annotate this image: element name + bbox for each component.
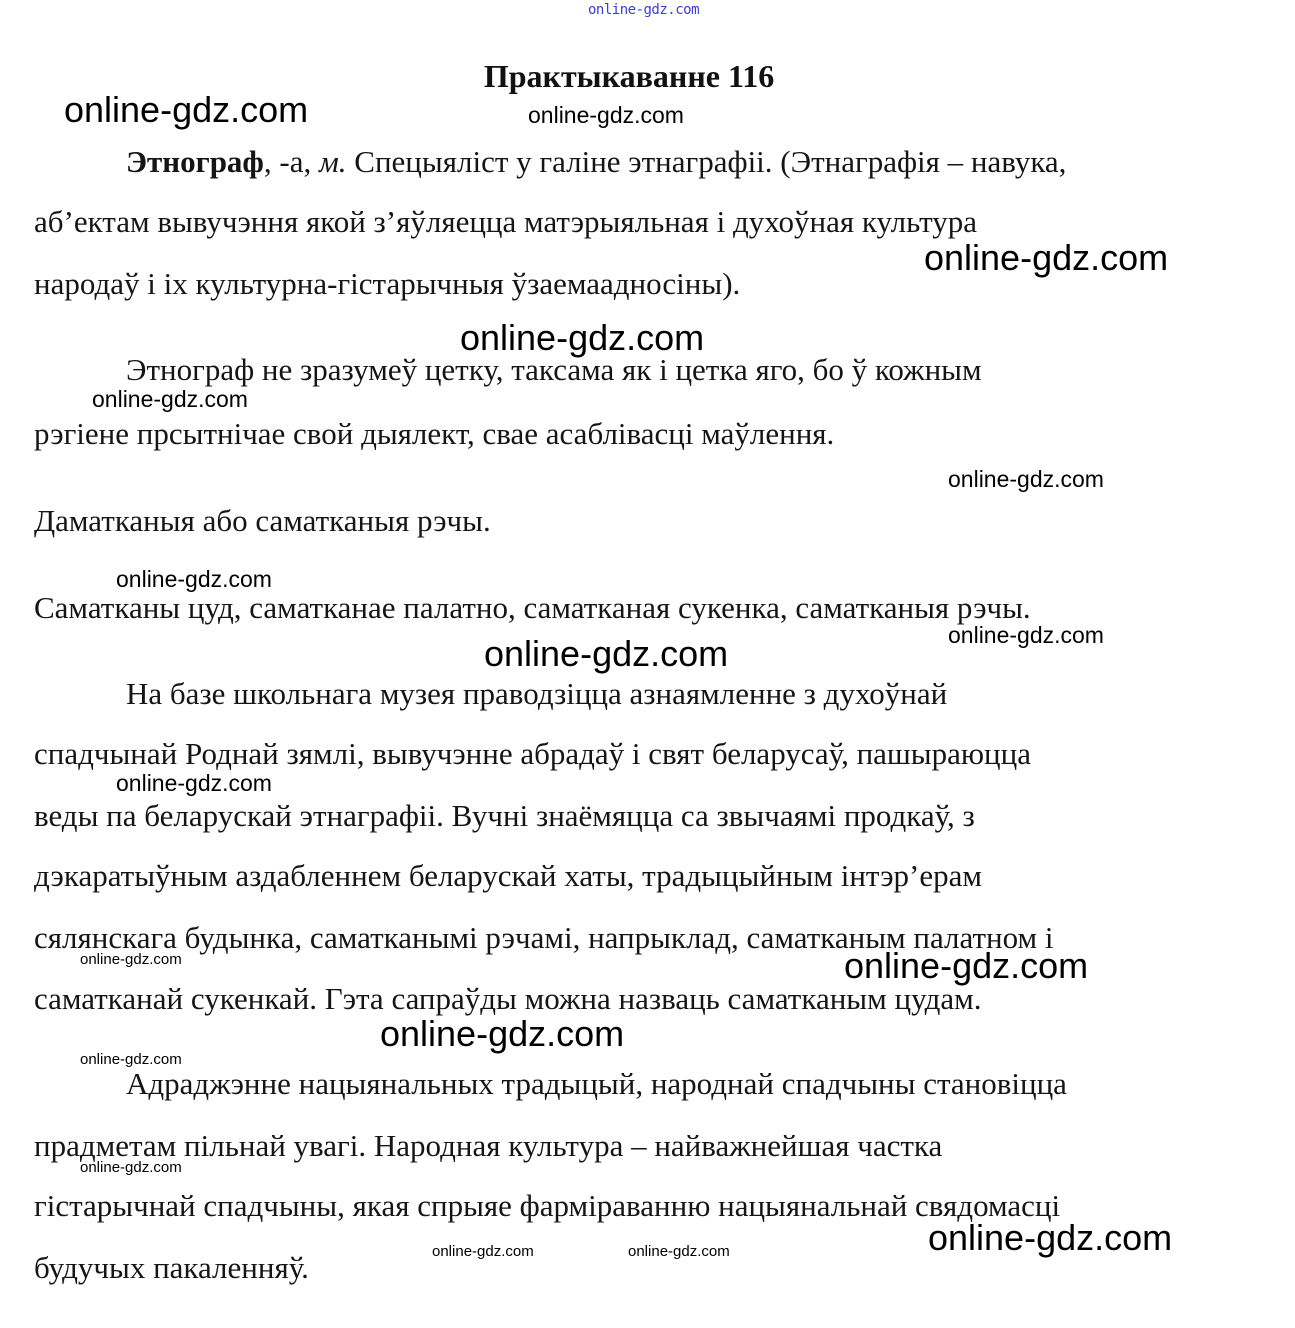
paragraph-1-line-2: рэгіене прсытнічае свой дыялект, свае асаблівасці маўлення.: [34, 416, 835, 451]
top-watermark: online-gdz.com: [588, 2, 700, 18]
definition-line-3: народаў і іх культурна-гістарычныя ўзаемаадносіны).: [34, 266, 741, 301]
watermark: online-gdz.com: [432, 1243, 534, 1260]
watermark: online-gdz.com: [80, 951, 182, 968]
watermark: online-gdz.com: [80, 1159, 182, 1176]
watermark: online-gdz.com: [380, 1013, 625, 1054]
definition-term: Этнограф: [126, 144, 264, 179]
phrase-1: Даматканыя або саматканыя рэчы.: [34, 503, 491, 538]
watermark: online-gdz.com: [928, 1217, 1173, 1258]
watermark: online-gdz.com: [628, 1243, 730, 1260]
paragraph-2-line-4: дэкаратыўным аздабленнем беларускай хаты, традыцыйным інтэр’ерам: [34, 858, 983, 893]
watermark: online-gdz.com: [64, 89, 309, 130]
watermark: online-gdz.com: [460, 317, 705, 358]
watermark: online-gdz.com: [116, 770, 272, 796]
paragraph-2-line-2: спадчынай Роднай зямлі, вывучэнне абрадаў і свят беларусаў, пашыраюцца: [34, 736, 1031, 771]
watermark: online-gdz.com: [92, 386, 248, 412]
page-title: Практыкаванне 116: [483, 58, 775, 94]
watermark: online-gdz.com: [484, 633, 729, 674]
paragraph-2-line-1: На базе школьнага музея праводзіцца азнаямленне з духоўнай: [126, 676, 948, 711]
paragraph-3-line-3: гістарычнай спадчыны, якая спрыяе фарміраванню нацыянальнай свядомасці: [34, 1188, 1061, 1223]
watermark: online-gdz.com: [948, 622, 1104, 648]
watermark: online-gdz.com: [116, 566, 272, 592]
definition-gender: м.: [318, 144, 347, 179]
watermark: online-gdz.com: [924, 237, 1169, 278]
paragraph-1-line-1: Этнограф не зразумеў цетку, таксама як і цетка яго, бо ў кожным: [126, 352, 982, 387]
paragraph-3-line-2: прадметам пільнай увагі. Народная культура – найважнейшая частка: [34, 1128, 943, 1163]
phrase-2: Саматканы цуд, саматканае палатно, саматканая сукенка, саматканыя рэчы.: [34, 590, 1031, 625]
paragraph-3-line-1: Адраджэнне нацыянальных традыцый, народнай спадчыны становіцца: [126, 1066, 1067, 1101]
watermark: online-gdz.com: [528, 102, 684, 128]
watermark: online-gdz.com: [844, 945, 1089, 986]
paragraph-2-line-5: сялянскага будынка, саматканымі рэчамі, напрыклад, саматканым палатном і: [34, 920, 1054, 955]
paragraph-3-line-4: будучых пакаленняў.: [34, 1250, 309, 1285]
watermark: online-gdz.com: [948, 466, 1104, 492]
watermark: online-gdz.com: [80, 1051, 182, 1068]
definition-grammar: , -а,: [263, 144, 319, 179]
paragraph-2-line-3: веды па беларускай этнаграфіі. Вучні знаёмяцца са звычаямі продкаў, з: [34, 798, 975, 833]
definition-text: Спецыяліст у галіне этнаграфіі. (Этнаграфія – навука,: [346, 144, 1067, 179]
definition-line-1: [126, 146, 1066, 177]
definition-line-2: аб’ектам вывучэння якой з’яўляецца матэрыяльная і духоўная культура: [34, 204, 977, 239]
paragraph-2-line-6: саматканай сукенкай. Гэта сапраўды можна назваць саматканым цудам.: [34, 981, 982, 1016]
